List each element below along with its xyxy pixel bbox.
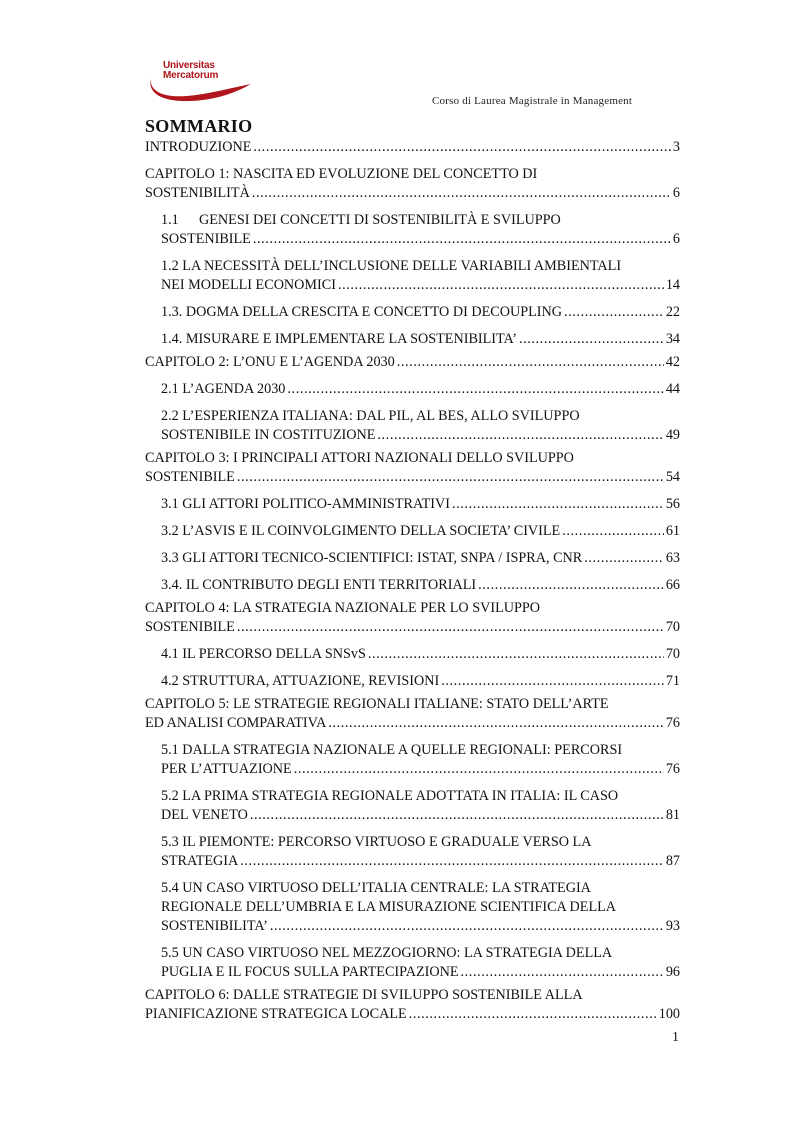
logo-line-2: Mercatorum xyxy=(163,70,219,81)
toc-dot-leader xyxy=(564,303,664,322)
toc-entry-title: 5.5 UN CASO VIRTUOSO NEL MEZZOGIORNO: LA STRATEGIA DELLA xyxy=(161,945,613,961)
toc-page-number: 87 xyxy=(665,853,680,869)
toc-entry[interactable] xyxy=(145,380,680,399)
toc-entry-title: 1.4. MISURARE E IMPLEMENTARE LA SOSTENIBILITA’ xyxy=(161,331,517,347)
toc-dot-leader xyxy=(252,184,671,203)
toc-entry-title: SOSTENIBILE IN COSTITUZIONE xyxy=(161,427,376,443)
toc-entry-title: 2.2 L’ESPERIENZA ITALIANA: DAL PIL, AL BES, ALLO SVILUPPO xyxy=(161,408,580,424)
toc-entry-title: DEL VENETO xyxy=(161,807,248,823)
toc-page-number: 22 xyxy=(665,304,680,320)
toc-page-number: 93 xyxy=(665,918,680,934)
toc-page-number: 3 xyxy=(672,139,680,155)
toc-dot-leader xyxy=(287,380,663,399)
toc-entry[interactable] xyxy=(145,353,680,372)
toc-entry-title: PIANIFICAZIONE STRATEGICA LOCALE xyxy=(145,1006,407,1022)
toc-dot-leader xyxy=(237,618,664,637)
toc-entry-title: 4.2 STRUTTURA, ATTUAZIONE, REVISIONI xyxy=(161,673,440,689)
toc-page-number: 100 xyxy=(658,1006,680,1022)
toc-entry-title: CAPITOLO 1: NASCITA ED EVOLUZIONE DEL CONCETTO DI xyxy=(145,166,538,182)
toc-entry-title: 5.2 LA PRIMA STRATEGIA REGIONALE ADOTTATA IN ITALIA: IL CASO xyxy=(161,788,619,804)
toc-page-number: 96 xyxy=(665,964,680,980)
toc-entry-number: 1.1 xyxy=(161,212,179,228)
toc-dot-leader xyxy=(237,468,664,487)
toc-entry[interactable] xyxy=(145,576,680,595)
toc-dot-leader xyxy=(441,672,664,691)
toc-entry-title: CAPITOLO 2: L’ONU E L’AGENDA 2030 xyxy=(145,354,395,370)
toc-entry[interactable] xyxy=(145,257,680,295)
toc-dot-leader xyxy=(253,138,671,157)
toc-entry[interactable] xyxy=(145,303,680,322)
toc-page-number: 6 xyxy=(672,231,680,247)
toc-page-number: 66 xyxy=(665,577,680,593)
page-title: SOMMARIO xyxy=(145,116,253,136)
toc-entry-title: SOSTENIBILITA’ xyxy=(161,918,268,934)
toc-entry-title-line xyxy=(161,944,680,963)
toc-entry-title: SOSTENIBILITÀ xyxy=(145,185,250,201)
toc-entry-title: GENESI DEI CONCETTI DI SOSTENIBILITÀ E SVILUPPO xyxy=(199,212,561,228)
toc-entry[interactable] xyxy=(145,407,680,445)
toc-page-number: 34 xyxy=(665,331,680,347)
toc-page-number: 70 xyxy=(665,646,680,662)
toc-entry-title-line xyxy=(145,695,680,714)
toc-page-number: 42 xyxy=(665,354,680,370)
toc-entry-title: STRATEGIA xyxy=(161,853,239,869)
toc-entry-title: SOSTENIBILE xyxy=(145,619,235,635)
toc-page-number: 14 xyxy=(665,277,680,293)
toc-page-number: 54 xyxy=(665,469,680,485)
toc-entry-title-line xyxy=(145,165,680,184)
toc-dot-leader xyxy=(250,806,664,825)
toc-entry[interactable] xyxy=(145,330,680,349)
toc-page-number: 70 xyxy=(665,619,680,635)
table-of-contents xyxy=(145,138,680,1024)
toc-entry-title: 3.1 GLI ATTORI POLITICO-AMMINISTRATIVI xyxy=(161,496,450,512)
toc-dot-leader xyxy=(328,714,664,733)
toc-entry-title: CAPITOLO 5: LE STRATEGIE REGIONALI ITALIANE: STATO DELL’ARTE xyxy=(145,696,609,712)
toc-page-number: 44 xyxy=(665,381,680,397)
toc-dot-leader xyxy=(397,353,664,372)
toc-entry-title: 4.1 IL PERCORSO DELLA SNSvS xyxy=(161,646,366,662)
toc-page-number: 61 xyxy=(665,523,680,539)
toc-entry[interactable] xyxy=(145,549,680,568)
toc-entry[interactable] xyxy=(145,599,680,637)
toc-entry[interactable] xyxy=(145,944,680,982)
toc-dot-leader xyxy=(478,576,664,595)
toc-entry[interactable] xyxy=(145,787,680,825)
toc-page-number: 76 xyxy=(665,715,680,731)
toc-page-number: 6 xyxy=(672,185,680,201)
toc-entry-title: CAPITOLO 4: LA STRATEGIA NAZIONALE PER LO SVILUPPO xyxy=(145,600,541,616)
toc-entry[interactable] xyxy=(145,741,680,779)
toc-dot-leader xyxy=(519,330,664,349)
toc-dot-leader xyxy=(368,645,664,664)
toc-entry-title: SOSTENIBILE xyxy=(145,469,235,485)
toc-dot-leader xyxy=(584,549,664,568)
toc-entry[interactable] xyxy=(145,211,680,249)
logo-line-1: Universitas xyxy=(163,60,215,71)
toc-page-number: 76 xyxy=(665,761,680,777)
toc-entry-title: 5.1 DALLA STRATEGIA NAZIONALE A QUELLE REGIONALI: PERCORSI xyxy=(161,742,623,758)
toc-page-number: 56 xyxy=(665,496,680,512)
page-number: 1 xyxy=(672,1030,679,1045)
toc-entry[interactable] xyxy=(145,672,680,691)
toc-entry-title-line xyxy=(161,879,680,898)
toc-dot-leader xyxy=(562,522,664,541)
toc-entry[interactable] xyxy=(145,986,680,1024)
toc-dot-leader xyxy=(294,760,664,779)
toc-entry-title-line xyxy=(161,257,680,276)
toc-entry[interactable] xyxy=(145,449,680,487)
toc-page-number: 49 xyxy=(665,427,680,443)
toc-dot-leader xyxy=(270,917,664,936)
toc-entry-title: 3.2 L’ASVIS E IL COINVOLGIMENTO DELLA SOCIETA’ CIVILE xyxy=(161,523,561,539)
toc-dot-leader xyxy=(338,276,664,295)
toc-dot-leader xyxy=(461,963,664,982)
toc-entry-title: SOSTENIBILE xyxy=(161,231,251,247)
toc-entry-title: CAPITOLO 3: I PRINCIPALI ATTORI NAZIONALI DELLO SVILUPPO xyxy=(145,450,574,466)
toc-entry-title-line xyxy=(161,787,680,806)
toc-page-number: 63 xyxy=(665,550,680,566)
course-header: Corso di Laurea Magistrale in Management xyxy=(432,95,633,107)
toc-entry[interactable] xyxy=(145,522,680,541)
toc-entry-title: PUGLIA E IL FOCUS SULLA PARTECIPAZIONE xyxy=(161,964,459,980)
toc-entry[interactable] xyxy=(145,165,680,203)
toc-entry-title: ED ANALISI COMPARATIVA xyxy=(145,715,327,731)
toc-entry-title-line xyxy=(145,986,680,1005)
toc-dot-leader xyxy=(409,1005,657,1024)
toc-entry-title-line xyxy=(161,833,680,852)
university-logo xyxy=(147,58,253,102)
toc-entry-title-line: REGIONALE DELL’UMBRIA E LA MISURAZIONE SCIENTIFICA DELLA xyxy=(161,899,617,915)
toc-entry-title: 5.4 UN CASO VIRTUOSO DELL’ITALIA CENTRALE: LA STRATEGIA xyxy=(161,880,591,896)
toc-entry-title-line xyxy=(161,407,680,426)
toc-entry-title: 1.3. DOGMA DELLA CRESCITA E CONCETTO DI DECOUPLING xyxy=(161,304,562,320)
toc-dot-leader xyxy=(452,495,664,514)
toc-entry-title: PER L’ATTUAZIONE xyxy=(161,761,292,777)
toc-page-number: 71 xyxy=(665,673,680,689)
toc-entry[interactable] xyxy=(145,695,680,733)
toc-entry[interactable] xyxy=(145,879,680,936)
toc-entry-title: CAPITOLO 6: DALLE STRATEGIE DI SVILUPPO SOSTENIBILE ALLA xyxy=(145,987,583,1003)
toc-entry-title-line xyxy=(145,599,680,618)
toc-entry-title: INTRODUZIONE xyxy=(145,139,252,155)
toc-entry-title: 3.3 GLI ATTORI TECNICO-SCIENTIFICI: ISTAT, SNPA / ISPRA, CNR xyxy=(161,550,583,566)
toc-entry-title-line xyxy=(145,449,680,468)
toc-entry[interactable] xyxy=(145,833,680,871)
toc-entry-title-line xyxy=(161,741,680,760)
toc-page-number: 81 xyxy=(665,807,680,823)
toc-dot-leader xyxy=(377,426,663,445)
toc-entry[interactable] xyxy=(145,495,680,514)
toc-entry-title: 2.1 L’AGENDA 2030 xyxy=(161,381,286,397)
toc-entry-title: 1.2 LA NECESSITÀ DELL’INCLUSIONE DELLE VARIABILI AMBIENTALI xyxy=(161,258,622,274)
toc-entry[interactable] xyxy=(145,138,680,157)
toc-entry-title: 5.3 IL PIEMONTE: PERCORSO VIRTUOSO E GRADUALE VERSO LA xyxy=(161,834,592,850)
toc-entry-title: NEI MODELLI ECONOMICI xyxy=(161,277,336,293)
toc-entry-title-line xyxy=(161,211,680,230)
toc-entry[interactable] xyxy=(145,645,680,664)
toc-entry-title: 3.4. IL CONTRIBUTO DEGLI ENTI TERRITORIALI xyxy=(161,577,477,593)
toc-dot-leader xyxy=(240,852,664,871)
toc-dot-leader xyxy=(253,230,671,249)
